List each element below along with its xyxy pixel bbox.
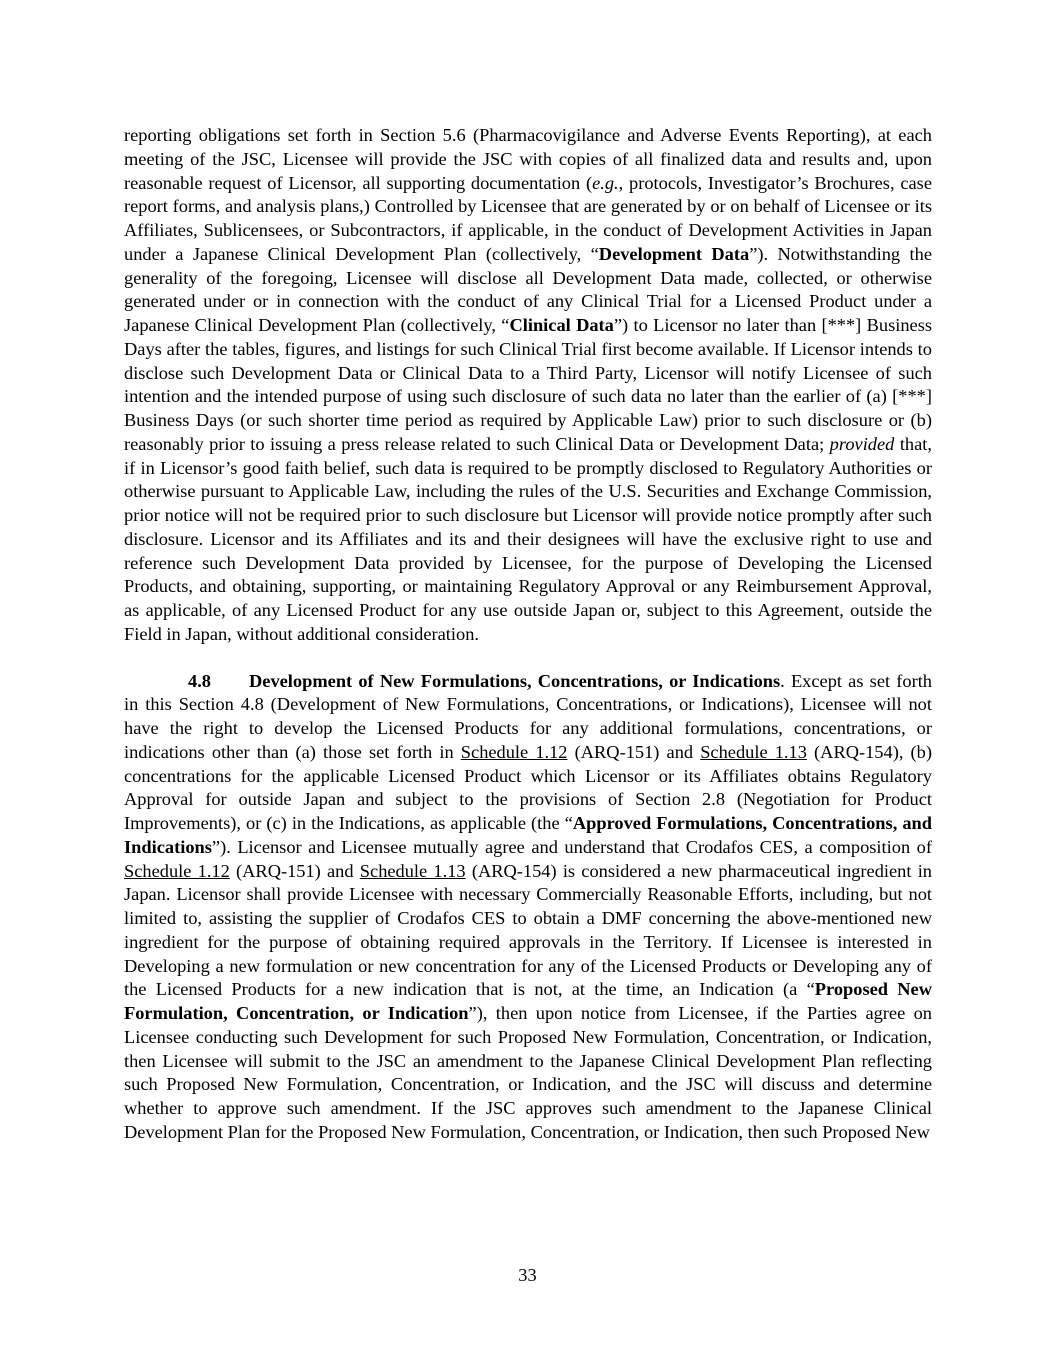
italic-eg: e.g. [592, 172, 619, 193]
document-body [124, 124, 932, 1145]
defined-term-development-data: Development Data [598, 243, 750, 264]
schedule-1-12-reference: Schedule 1.12 [460, 741, 568, 762]
section-heading: Development of New Formulations, Concentrations, or Indications [249, 670, 781, 691]
paragraph-text: ”). Notwithstanding the generality of the foregoing, Licensee will disclose all Development Data made, collected, or otherwise generated under or in connection with the conduct of any Clinical Trial for a Licensed Product under a Japanese Clinical Development Plan (collectively, “ [124, 243, 932, 335]
defined-term-clinical-data: Clinical Data [509, 315, 614, 335]
paragraph-text: ”) to Licensor no later than [***] Business Days after the tables, figures, and listings for such Clinical Trial first become available. If Licensor intends to disclose such Development Data or Clinical Data to a Third Party, Licensor will notify Licensee of such intention and the intended purpose of using such disclosure of such data no later than the earlier of (a) [***] Business Days (or such shorter time period as required by Applicable Law) prior to such disclosure or (b) reasonably prior to issuing a press release related to such Clinical Data or Development Data; [124, 315, 933, 454]
paragraph-text: (ARQ-154) is considered a new pharmaceutical ingredient in Japan. Licensor shall provide Licensee with necessary Commercially Reasonable Efforts, including, but not limited to, assisting the supplier of Crodafos CES to obtain a DMF concerning the above-mentioned new ingredient for the purpose of obtaining required approvals in the Territory. If Licensee is interested in Developing a new formulation or new concentration for any of the Licensed Products or Developing any of the Licensed Products for a new indication that is not, at the time, an Indication (a “ [124, 860, 932, 1000]
paragraph-text: (ARQ-151) and [229, 860, 360, 881]
schedule-1-13-reference: Schedule 1.13 [700, 741, 807, 762]
defined-term-proposed-new-formulation: Proposed New Formulation, Concentration, or Indication [124, 979, 932, 1023]
schedule-1-13-reference: Schedule 1.13 [359, 860, 466, 881]
paragraph-text: reporting obligations set forth in Section 5.6 (Pharmacovigilance and Adverse Events Reporting), at each meeting of the JSC, Licensee will provide the JSC with copies of all finalized data and results and, upon reasonable request of Licensor, all supporting documentation ( [124, 125, 932, 193]
paragraph-text: ”), then upon notice from Licensee, if the Parties agree on Licensee conducting such Development for such Proposed New Formulation, Concentration, or Indication, then Licensee will submit to the JSC an amendment to the Japanese Clinical Development Plan reflecting such Proposed New Formulation, Concentration, or Indication, and the JSC will discuss and determine whether to approve such amendment. If the JSC approves such amendment to the Japanese Clinical Development Plan for the Proposed New Formulation, Concentration, or Indication, then such Proposed New [124, 1003, 933, 1142]
paragraph-text: , protocols, Investigator’s Brochures, case report forms, and analysis plans,) Controlled by Licensee that are generated by or on behalf of Licensee or its Affiliates, Sublicensees, or Subcontractors, if applicable, in the conduct of Development Activities in Japan under a Japanese Clinical Development Plan (collectively, “ [124, 172, 932, 264]
paragraph-text: . Except as set forth in this Section 4.8 (Development of New Formulations, Concentrations, or Indications), Licensee will not have the right to develop the Licensed Products for any additional formulations, concentrations, or indications other than (a) those set forth in [124, 670, 933, 762]
section-number: 4.8 [188, 670, 211, 691]
page-number: 33 [518, 1265, 537, 1285]
paragraph-development-data [124, 124, 932, 647]
paragraph-text: ”). Licensor and Licensee mutually agree and understand that Crodafos CES, a composition of [211, 836, 932, 857]
schedule-1-12-reference: Schedule 1.12 [124, 860, 230, 881]
paragraph-text: (ARQ-154), (b) concentrations for the applicable Licensed Product which Licensor or its Affiliates obtains Regulatory Approval for outside Japan and subject to the provisions of Section 2.8 (Negotiation for Product Improvements), or (c) in the Indications, as applicable (the “ [124, 741, 932, 833]
section-4-8 [124, 670, 932, 1145]
paragraph-text: (ARQ-151) and [567, 741, 701, 762]
defined-term-approved-formulations: Approved Formulations, Concentrations, and Indications [124, 813, 932, 857]
paragraph-text: that, if in Licensor’s good faith belief, such data is required to be promptly disclosed to Regulatory Authorities or otherwise pursuant to Applicable Law, including the rules of the U.S. Securities and Exchange Commission, prior notice will not be required prior to such disclosure but Licensor will provide notice promptly after such disclosure. Licensor and its Affiliates and its and their designees will have the exclusive right to use and reference such Development Data provided by Licensee, for the purpose of Developing the Licensed Products, and obtaining, supporting, or maintaining Regulatory Approval or any Reimbursement Approval, as applicable, of any Licensed Product for any use outside Japan or, subject to this Agreement, outside the Field in Japan, without additional consideration. [124, 433, 932, 644]
italic-provided: provided [829, 433, 895, 454]
